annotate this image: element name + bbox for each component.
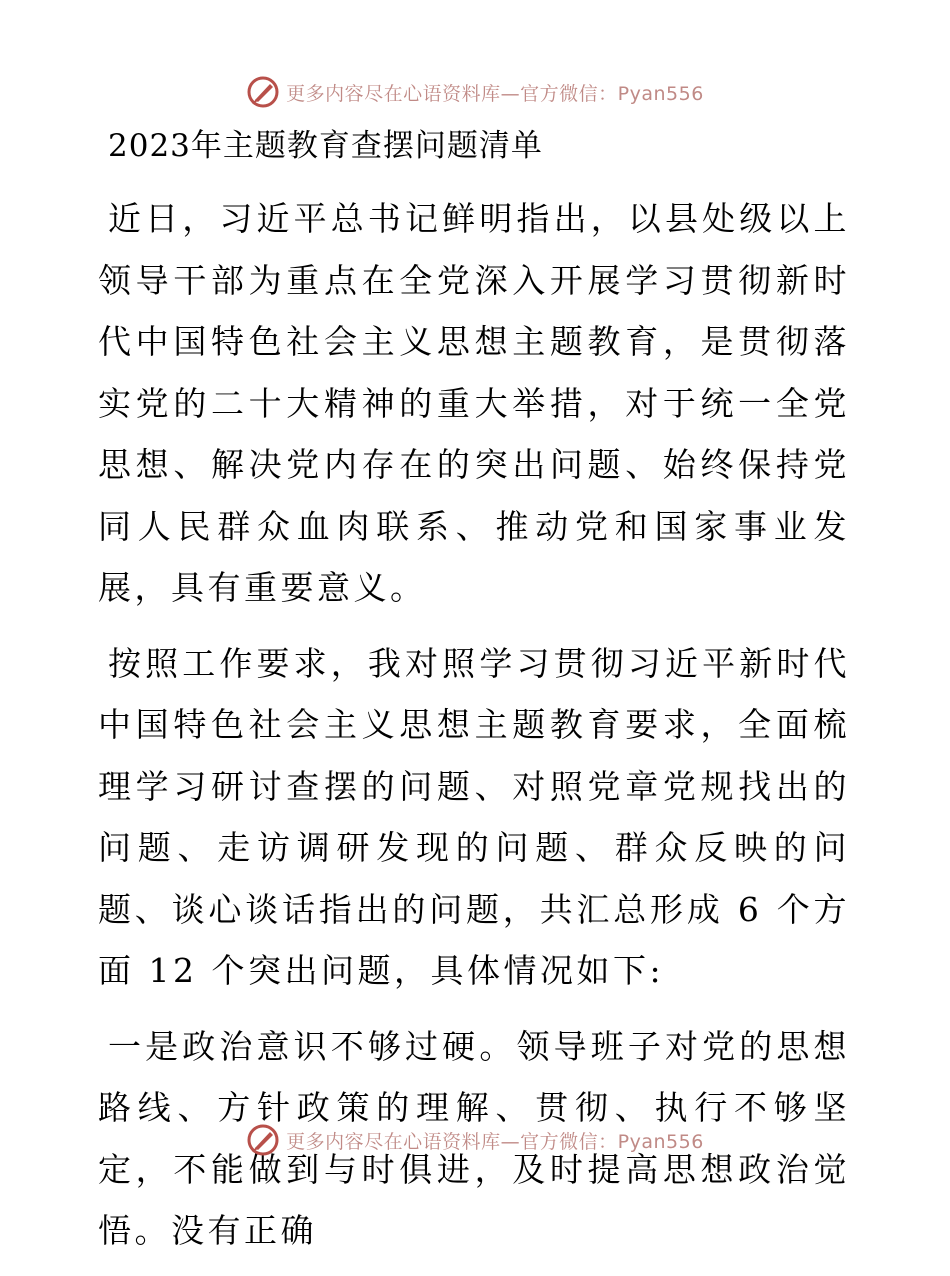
document-body [98, 118, 850, 1276]
watermark-footer [0, 1120, 950, 1160]
paragraph-intro: 近日，习近平总书记鲜明指出，以县处级以上领导干部为重点在全党深入开展学习贯彻新时代中国特色社会主义思想主题教育，是贯彻落实党的二十大精神的重大举措，对于统一全党思想、解决党内存在的突出问题、始终保持党同人民群众血肉联系、推动党和国家事业发展，具有重要意义。 [98, 199, 850, 607]
brush-pen-logo-icon [246, 1123, 280, 1157]
watermark-text: 更多内容尽在心语资料库—官方微信：Pyan556 [286, 82, 704, 105]
document-title: 2023年主题教育查摆问题清单 [108, 128, 543, 164]
watermark-text: 更多内容尽在心语资料库—官方微信：Pyan556 [286, 1130, 704, 1153]
paragraph-requirements: 按照工作要求，我对照学习贯彻习近平新时代中国特色社会主义思想主题教育要求，全面梳理学习研讨查摆的问题、对照党章党规找出的问题、走访调研发现的问题、群众反映的问题、谈心谈话指出的问题，共汇总形成 6 个方面 12 个突出问题，具体情况如下: [98, 643, 850, 990]
brush-pen-logo-icon [246, 75, 280, 109]
paragraph-issue-one: 一是政治意识不够过硬。领导班子对党的思想路线、方针政策的理解、贯彻、执行不够坚定，不能做到与时俱进，及时提高思想政治觉悟。没有正确 [98, 1026, 850, 1250]
watermark-header [0, 72, 950, 112]
